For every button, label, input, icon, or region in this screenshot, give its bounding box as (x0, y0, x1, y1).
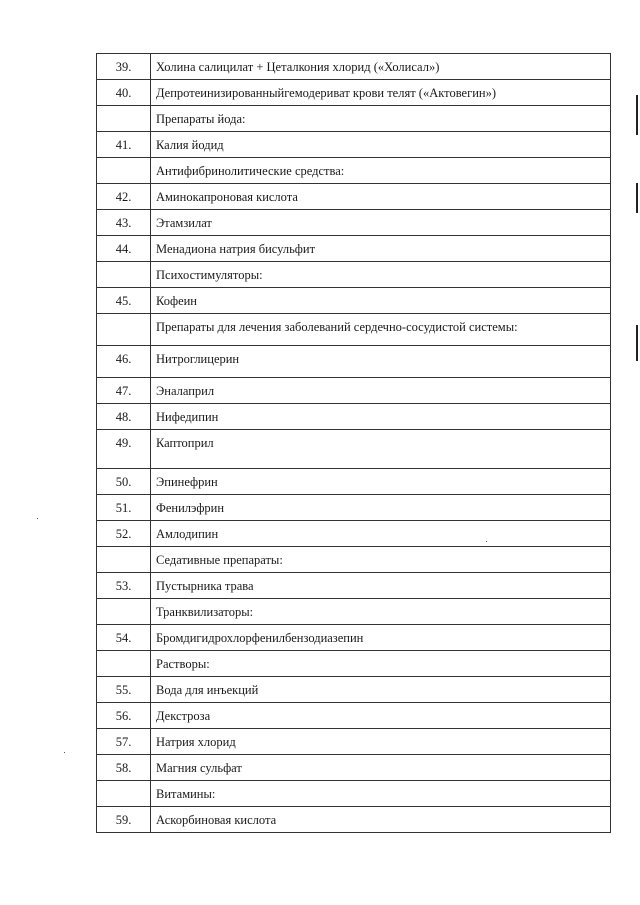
row-number-cell (97, 521, 151, 547)
drug-name: Фенилэфрин (156, 501, 225, 515)
row-number (97, 547, 150, 553)
row-number-cell (97, 132, 151, 158)
table-row (97, 703, 611, 729)
drug-list-body (97, 54, 611, 833)
drug-name-cell (151, 625, 611, 651)
row-number-cell (97, 625, 151, 651)
row-number: 56. (115, 709, 132, 723)
drug-name-cell (151, 210, 611, 236)
drug-name: Депротеинизированныйгемодериват крови телят («Актовегин») (156, 86, 496, 100)
row-number-cell (97, 210, 151, 236)
section-title: Препараты для лечения заболеваний сердечно-сосудистой системы: (156, 320, 518, 334)
scan-speck (64, 752, 65, 753)
drug-name-cell (151, 288, 611, 314)
row-number: 48. (115, 410, 132, 424)
section-header-row (97, 547, 611, 573)
scan-speck (486, 541, 487, 542)
scan-edge-mark (636, 325, 638, 361)
row-number-cell (97, 729, 151, 755)
row-number (97, 158, 150, 164)
table-row (97, 573, 611, 599)
row-number-cell (97, 781, 151, 807)
table-row (97, 404, 611, 430)
row-number-cell (97, 651, 151, 677)
drug-name-cell (151, 132, 611, 158)
table-row (97, 378, 611, 404)
scan-edge-mark (636, 183, 638, 213)
table-row (97, 677, 611, 703)
drug-name: Калия йодид (156, 138, 224, 152)
table-row (97, 729, 611, 755)
table-row (97, 521, 611, 547)
table-row (97, 430, 611, 469)
row-number: 55. (115, 683, 132, 697)
section-header-row (97, 158, 611, 184)
drug-name-cell (151, 184, 611, 210)
section-title-cell (151, 781, 611, 807)
row-number (97, 106, 150, 112)
drug-name: Натрия хлорид (156, 735, 236, 749)
row-number: 53. (115, 579, 132, 593)
drug-name-cell (151, 573, 611, 599)
section-title-cell (151, 314, 611, 346)
row-number: 40. (115, 86, 132, 100)
table-row (97, 132, 611, 158)
drug-name: Эпинефрин (156, 475, 218, 489)
drug-name-cell (151, 495, 611, 521)
row-number-cell (97, 80, 151, 106)
table-row (97, 236, 611, 262)
row-number (97, 651, 150, 657)
drug-name: Нитроглицерин (156, 352, 240, 366)
table-row (97, 184, 611, 210)
table-row (97, 625, 611, 651)
drug-name-cell (151, 404, 611, 430)
row-number-cell (97, 236, 151, 262)
drug-name-cell (151, 236, 611, 262)
drug-name-cell (151, 807, 611, 833)
drug-list-table (96, 53, 611, 833)
table-row (97, 54, 611, 80)
drug-name-cell (151, 469, 611, 495)
row-number-cell (97, 378, 151, 404)
scan-edge-mark (636, 95, 638, 135)
row-number (97, 599, 150, 605)
section-title: Транквилизаторы: (156, 605, 254, 619)
row-number: 57. (115, 735, 132, 749)
section-header-row (97, 314, 611, 346)
row-number-cell (97, 677, 151, 703)
section-header-row (97, 262, 611, 288)
row-number-cell (97, 469, 151, 495)
row-number-cell (97, 573, 151, 599)
table-row (97, 346, 611, 378)
table-row (97, 495, 611, 521)
row-number (97, 314, 150, 320)
drug-name-cell (151, 54, 611, 80)
table-row (97, 210, 611, 236)
table-row (97, 80, 611, 106)
row-number: 54. (115, 631, 132, 645)
row-number-cell (97, 346, 151, 378)
section-title: Растворы: (156, 657, 210, 671)
row-number: 39. (115, 60, 132, 74)
row-number-cell (97, 288, 151, 314)
row-number-cell (97, 158, 151, 184)
section-title: Витамины: (156, 787, 216, 801)
drug-name-cell (151, 378, 611, 404)
drug-name-cell (151, 430, 611, 469)
row-number: 42. (115, 190, 132, 204)
row-number-cell (97, 404, 151, 430)
drug-name: Этамзилат (156, 216, 212, 230)
drug-name-cell (151, 755, 611, 781)
section-title-cell (151, 547, 611, 573)
drug-name: Нифедипин (156, 410, 219, 424)
drug-name-cell (151, 521, 611, 547)
row-number: 50. (115, 475, 132, 489)
drug-name: Декстроза (156, 709, 211, 723)
row-number-cell (97, 547, 151, 573)
drug-name: Магния сульфат (156, 761, 242, 775)
row-number-cell (97, 495, 151, 521)
drug-name: Кофеин (156, 294, 197, 308)
drug-name-cell (151, 703, 611, 729)
row-number: 51. (115, 501, 132, 515)
row-number-cell (97, 599, 151, 625)
table-row (97, 807, 611, 833)
table-row (97, 288, 611, 314)
drug-name-cell (151, 677, 611, 703)
row-number-cell (97, 314, 151, 346)
section-header-row (97, 106, 611, 132)
section-title: Психостимуляторы: (156, 268, 263, 282)
row-number-cell (97, 184, 151, 210)
drug-name: Амлодипин (156, 527, 219, 541)
section-title-cell (151, 599, 611, 625)
table-row (97, 755, 611, 781)
row-number: 44. (115, 242, 132, 256)
row-number: 58. (115, 761, 132, 775)
row-number-cell (97, 755, 151, 781)
row-number-cell (97, 807, 151, 833)
row-number: 49. (115, 436, 132, 450)
drug-name: Бромдигидрохлорфенилбензодиазепин (156, 631, 364, 645)
section-title-cell (151, 262, 611, 288)
drug-name: Вода для инъекций (156, 683, 259, 697)
section-title-cell (151, 106, 611, 132)
row-number: 41. (115, 138, 132, 152)
row-number: 43. (115, 216, 132, 230)
drug-name-cell (151, 729, 611, 755)
drug-name: Эналаприл (156, 384, 215, 398)
section-header-row (97, 599, 611, 625)
section-header-row (97, 651, 611, 677)
drug-name: Аминокапроновая кислота (156, 190, 298, 204)
section-header-row (97, 781, 611, 807)
drug-name: Холина салицилат + Цеталкония хлорид («Холисал») (156, 60, 440, 74)
table-row (97, 469, 611, 495)
drug-name-cell (151, 346, 611, 378)
row-number: 45. (115, 294, 132, 308)
row-number: 59. (115, 813, 132, 827)
row-number: 52. (115, 527, 132, 541)
drug-name: Каптоприл (156, 436, 214, 450)
row-number (97, 781, 150, 787)
drug-name: Менадиона натрия бисульфит (156, 242, 316, 256)
row-number-cell (97, 106, 151, 132)
section-title-cell (151, 651, 611, 677)
scan-speck (37, 518, 38, 519)
row-number-cell (97, 430, 151, 469)
section-title: Седативные препараты: (156, 553, 283, 567)
row-number: 47. (115, 384, 132, 398)
row-number-cell (97, 262, 151, 288)
section-title: Препараты йода: (156, 112, 246, 126)
row-number: 46. (115, 352, 132, 366)
drug-name-cell (151, 80, 611, 106)
row-number-cell (97, 703, 151, 729)
drug-name: Пустырника трава (156, 579, 254, 593)
section-title-cell (151, 158, 611, 184)
drug-name: Аскорбиновая кислота (156, 813, 277, 827)
row-number-cell (97, 54, 151, 80)
section-title: Антифибринолитические средства: (156, 164, 345, 178)
row-number (97, 262, 150, 268)
